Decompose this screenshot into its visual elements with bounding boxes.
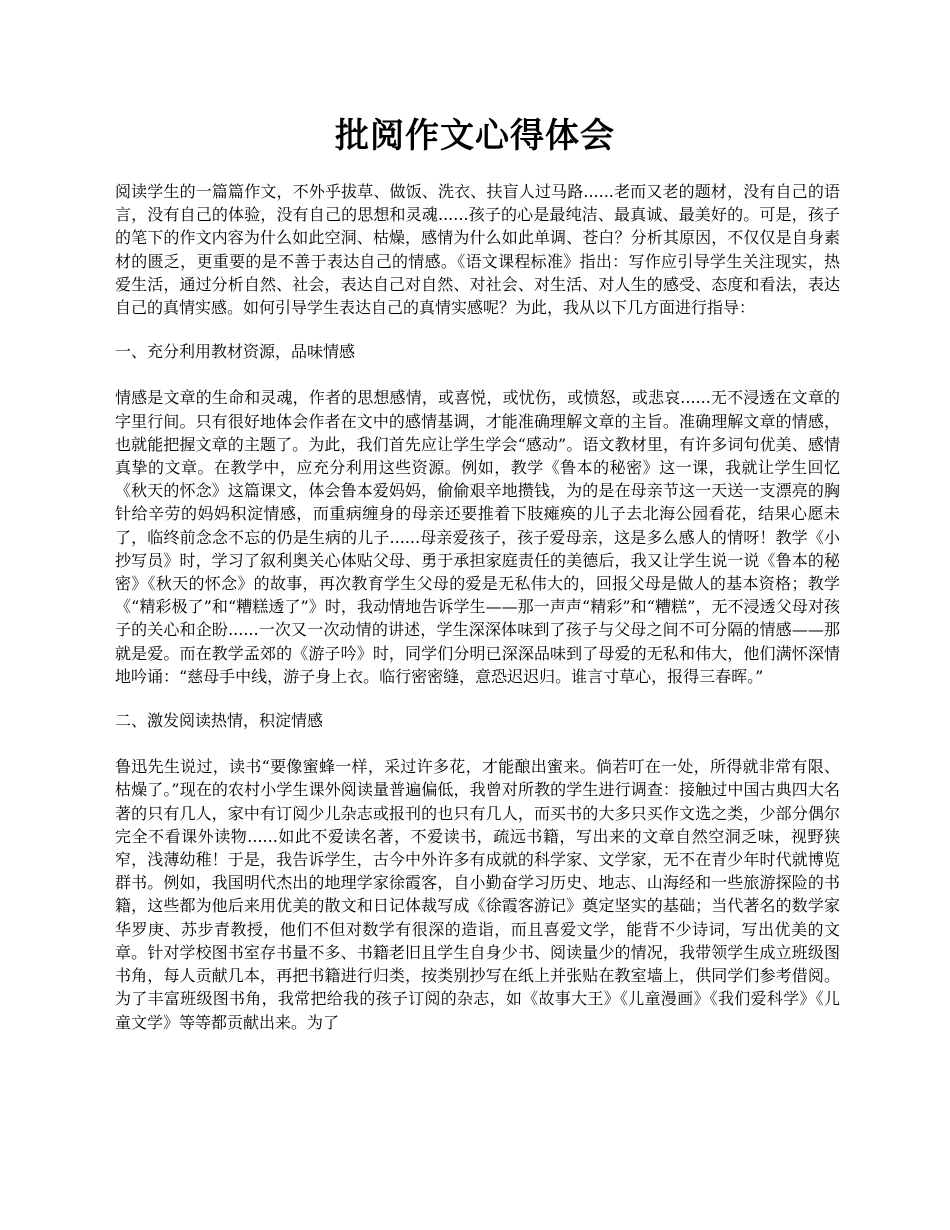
document-body [115, 180, 840, 1055]
intro-paragraph: 阅读学生的一篇篇作文，不外乎拔草、做饭、洗衣、扶盲人过马路......老而又老的题材，没有自己的语言，没有自己的体验，没有自己的思想和灵魂......孩子的心是最纯洁、最真诚、最美好的。可是，孩子的笔下的作文内容为什么如此空洞、枯燥，感情为什么如此单调、苍白？分析其原因，不仅仅是自身素材的匮乏，更重要的是不善于表达自己的情感。《语文课程标准》指出：写作应引导学生关注现实，热爱生活，通过分析自然、社会，表达自己对自然、对社会、对生活、对人生的感受、态度和看法，表达自己的真情实感。如何引导学生表达自己的真情实感呢？为此，我从以下几方面进行指导： [115, 182, 840, 318]
section-heading-2: 二、激发阅读热情，积淀情感 [115, 711, 324, 731]
section-2-paragraph: 鲁迅先生说过，读书“要像蜜蜂一样，采过许多花，才能酿出蜜来。倘若叮在一处，所得就非常有限、枯燥了。”现在的农村小学生课外阅读量普遍偏低，我曾对所教的学生进行调查：接触过中国古典四大名著的只有几人，家中有订阅少儿杂志或报刊的也只有几人，而买书的大多只买作文选之类，少部分偶尔完全不看课外读物......如此不爱读名著，不爱读书，疏远书籍，写出来的文章自然空洞乏味，视野狭窄，浅薄幼稚！于是，我告诉学生，古今中外许多有成就的科学家、文学家，无不在青少年时代就博览群书。例如，我国明代杰出的地理学家徐霞客，自小勤奋学习历史、地志、山海经和一些旅游探险的书籍，这些都为他后来用优美的散文和日记体裁写成《徐霞客游记》奠定坚实的基础；当代著名的数学家华罗庚、苏步青教授，他们不但对数学有很深的造诣，而且喜爱文学，能背不少诗词，写出优美的文章。针对学校图书室存书量不多、书籍老旧且学生自身少书、阅读量少的情况，我带领学生成立班级图书角，每人贡献几本，再把书籍进行归类，按类别抄写在纸上并张贴在教室墙上，供同学们参考借阅。为了丰富班级图书角，我常把给我的孩子订阅的杂志，如《故事大王》《儿童漫画》《我们爱科学》《儿童文学》等等都贡献出来。为了 [115, 757, 840, 1032]
document-title: 批阅作文心得体会 [335, 116, 615, 156]
section-heading-1: 一、充分利用教材资源，品味情感 [115, 342, 356, 362]
section-1-paragraph: 情感是文章的生命和灵魂，作者的思想感情，或喜悦，或忧伤，或愤怒，或悲哀......无不浸透在文章的字里行间。只有很好地体会作者在文中的感情基调，才能准确理解文章的主旨。准确理解文章的情感，也就能把握文章的主题了。为此，我们首先应让学生学会“感动”。语文教材里，有许多词句优美、感情真挚的文章。在教学中，应充分利用这些资源。例如，教学《鲁本的秘密》这一课，我就让学生回忆《秋天的怀念》这篇课文，体会鲁本爱妈妈，偷偷艰辛地攒钱，为的是在母亲节这一天送一支漂亮的胸针给辛劳的妈妈积淀情感，而重病缠身的母亲还要推着下肢瘫痪的儿子去北海公园看花，结果心愿未了，临终前念念不忘的仍是生病的儿子......母亲爱孩子，孩子爱母亲，这是多么感人的情呀！教学《小抄写员》时，学习了叙利奥关心体贴父母、勇于承担家庭责任的美德后，我又让学生说一说《鲁本的秘密》《秋天的怀念》的故事，再次教育学生父母的爱是无私伟大的，回报父母是做人的基本资格；教学《“精彩极了”和“糟糕透了”》时，我动情地告诉学生——那一声声“精彩”和“糟糕”，无不浸透父母对孩子的关心和企盼......一次又一次动情的讲述，学生深深体味到了孩子与父母之间不可分隔的情感——那就是爱。而在教学孟郊的《游子吟》时，同学们分明已深深品味到了母爱的无私和伟大，他们满怀深情地吟诵：“慈母手中线，游子身上衣。临行密密缝，意恐迟迟归。谁言寸草心，报得三春晖。” [115, 388, 840, 686]
